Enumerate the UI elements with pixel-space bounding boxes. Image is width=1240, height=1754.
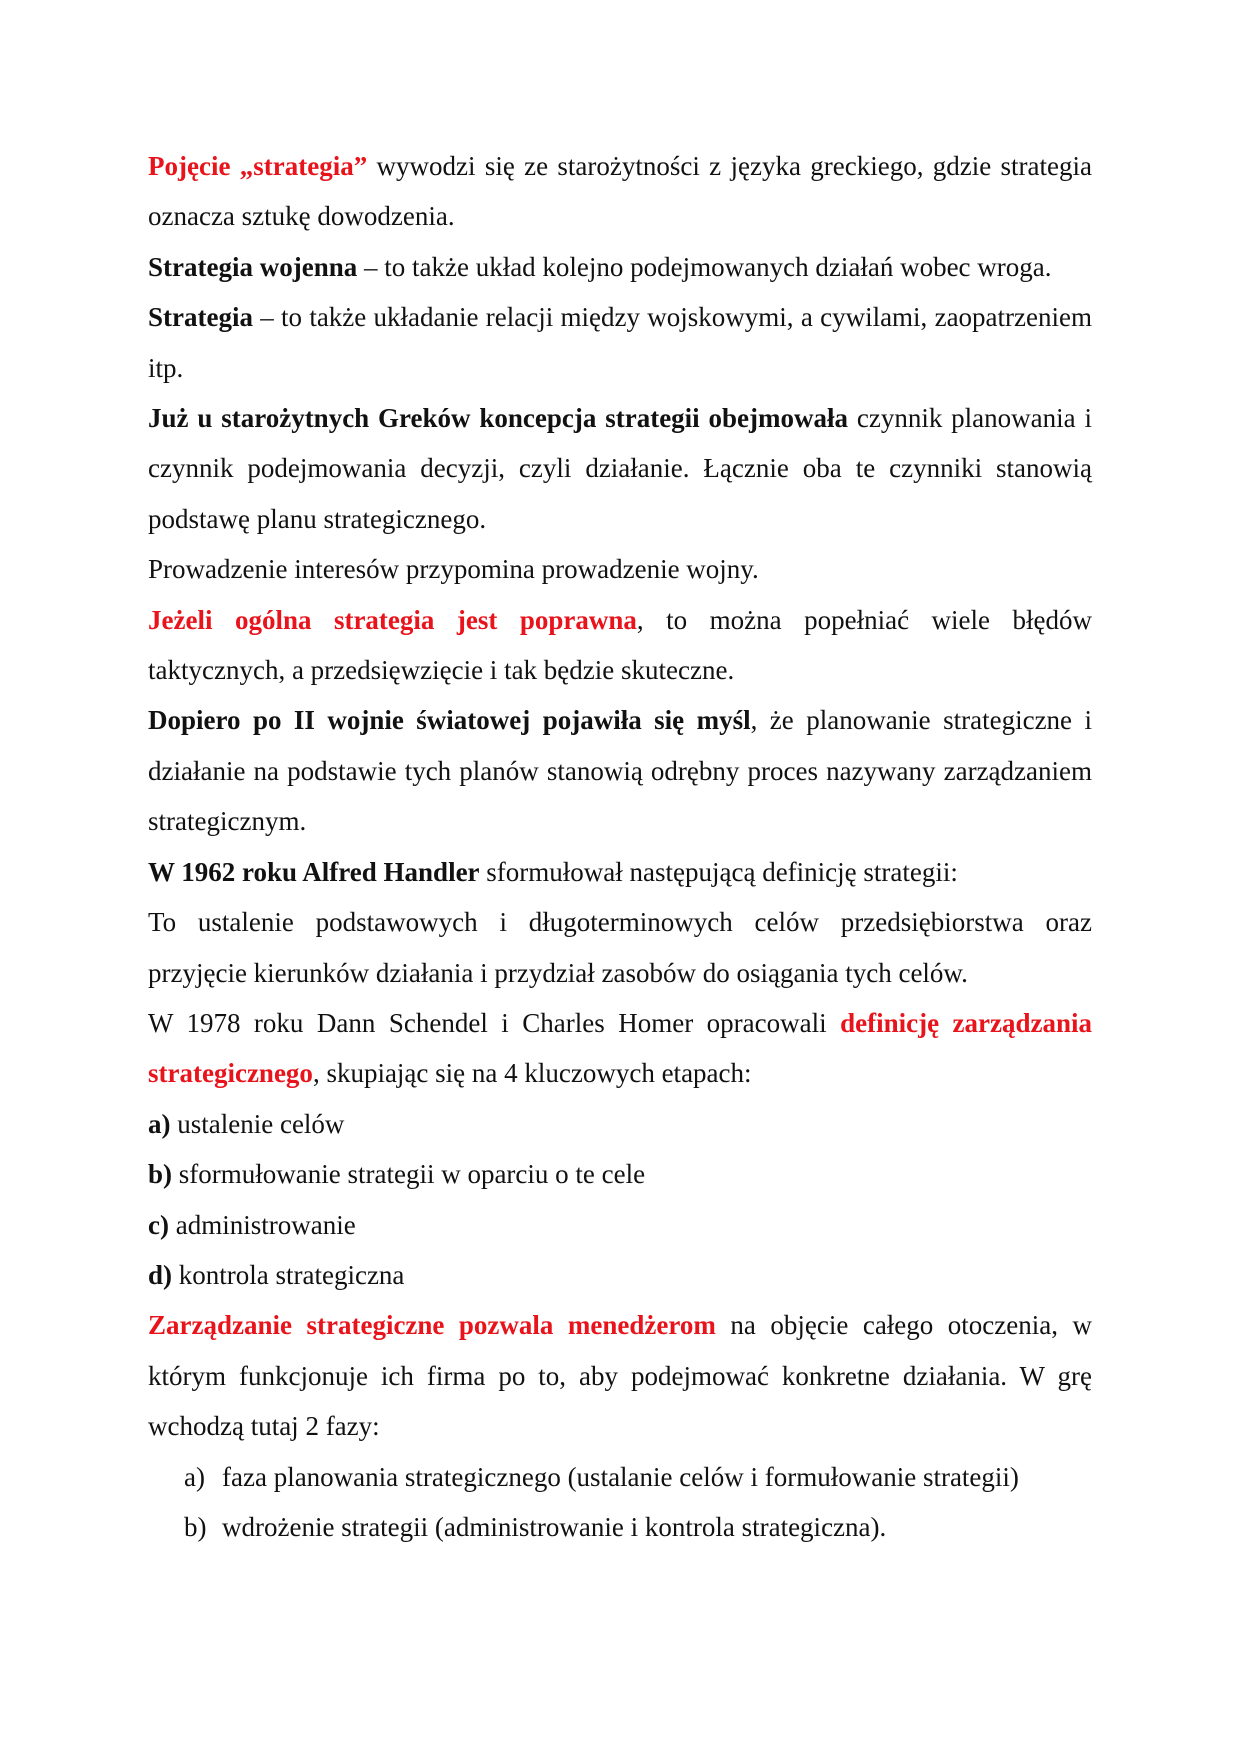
- list-item-text: administrowanie: [168, 1209, 356, 1240]
- list-marker: d): [148, 1259, 173, 1290]
- list-item-text: ustalenie celów: [170, 1108, 345, 1139]
- paragraph-text: W 1978 roku Dann Schendel i Charles Homer opracowali: [148, 1007, 841, 1038]
- paragraph-strategy-origin: [148, 141, 1092, 242]
- highlight-term: definicję zarządzania strategicznego: [148, 1007, 1092, 1089]
- bold-term: Strategia wojenna: [148, 251, 358, 282]
- list-item: [148, 1502, 1092, 1552]
- paragraph-schendel-homer-1978: [148, 998, 1092, 1099]
- bold-term: Już u starożytnych Greków koncepcja strategii obejmowała: [148, 403, 849, 434]
- paragraph-text: wywodzi się ze starożytności z języka greckiego, gdzie strategia oznacza sztukę dowodzenia.: [148, 151, 1092, 232]
- list-item: [148, 1250, 1092, 1300]
- list-marker: a): [184, 1461, 205, 1492]
- list-item: [148, 1149, 1092, 1199]
- highlight-term: Zarządzanie strategiczne pozwala menedżerom: [148, 1310, 716, 1341]
- bold-term: Dopiero po II wojnie światowej pojawiła się myśl: [148, 705, 751, 736]
- paragraph-text: – to także układanie relacji między wojskowymi, a cywilami, zaopatrzeniem itp.: [148, 302, 1092, 383]
- paragraph-strategy-relations: [148, 292, 1092, 393]
- paragraph-after-ww2: [148, 695, 1092, 846]
- highlight-term: Jeżeli ogólna strategia jest poprawna: [148, 604, 637, 635]
- phases-list: [148, 1452, 1092, 1553]
- paragraph-text: – to także układ kolejno podejmowanych działań wobec wroga.: [357, 251, 1052, 282]
- paragraph-war-strategy: [148, 242, 1092, 292]
- bold-term: Strategia: [148, 302, 253, 333]
- paragraph-strategic-management: [148, 1300, 1092, 1451]
- list-item: [148, 1200, 1092, 1250]
- list-item-text: faza planowania strategicznego (ustalanie celów i formułowanie strategii): [222, 1461, 1019, 1492]
- list-item: [148, 1099, 1092, 1149]
- strategic-steps-list: [148, 1099, 1092, 1301]
- paragraph-text: na objęcie całego otoczenia, w którym funkcjonuje ich firma po to, aby podejmować konkretne działania. W grę wchodzą tutaj 2 fazy:: [148, 1310, 1092, 1442]
- paragraph-handler-1962: [148, 847, 1092, 897]
- list-marker: c): [148, 1209, 169, 1240]
- paragraph-text: , że planowanie strategiczne i działanie na podstawie tych planów stanowią odrębny proces nazywany zarządzaniem strategicznym.: [148, 705, 1092, 837]
- list-item-text: wdrożenie strategii (administrowanie i kontrola strategiczna).: [222, 1511, 887, 1542]
- list-marker: b): [184, 1511, 207, 1542]
- paragraph-text: To ustalenie podstawowych i długoterminowych celów przedsiębiorstwa oraz przyjęcie kierunków działania i przydział zasobów do osiągania tych celów.: [148, 907, 1092, 988]
- list-item-text: sformułowanie strategii w oparciu o te cele: [172, 1159, 646, 1190]
- paragraph-text: , skupiając się na 4 kluczowych etapach:: [312, 1058, 752, 1089]
- highlight-term: Pojęcie „strategia”: [148, 151, 368, 181]
- paragraph-general-strategy: [148, 595, 1092, 696]
- paragraph-ancient-greeks: [148, 393, 1092, 544]
- paragraph-text: czynnik planowania i czynnik podejmowania decyzji, czyli działanie. Łącznie oba te czynniki stanowią podstawę planu strategicznego.: [148, 403, 1092, 534]
- paragraph-text: sformułował następującą definicję strategii:: [479, 856, 958, 887]
- list-marker: a): [148, 1108, 171, 1139]
- paragraph-text: , to można popełniać wiele błędów taktycznych, a przedsięwzięcie i tak będzie skuteczne.: [148, 604, 1092, 686]
- paragraph-text: Prowadzenie interesów przypomina prowadzenie wojny.: [148, 554, 759, 585]
- list-item-text: kontrola strategiczna: [172, 1259, 405, 1290]
- paragraph-business-war: [148, 544, 1092, 594]
- list-item: [148, 1452, 1092, 1502]
- bold-term: W 1962 roku Alfred Handler: [148, 856, 480, 887]
- list-marker: b): [148, 1159, 173, 1190]
- paragraph-definition: [148, 897, 1092, 998]
- document-body: [148, 141, 1092, 1552]
